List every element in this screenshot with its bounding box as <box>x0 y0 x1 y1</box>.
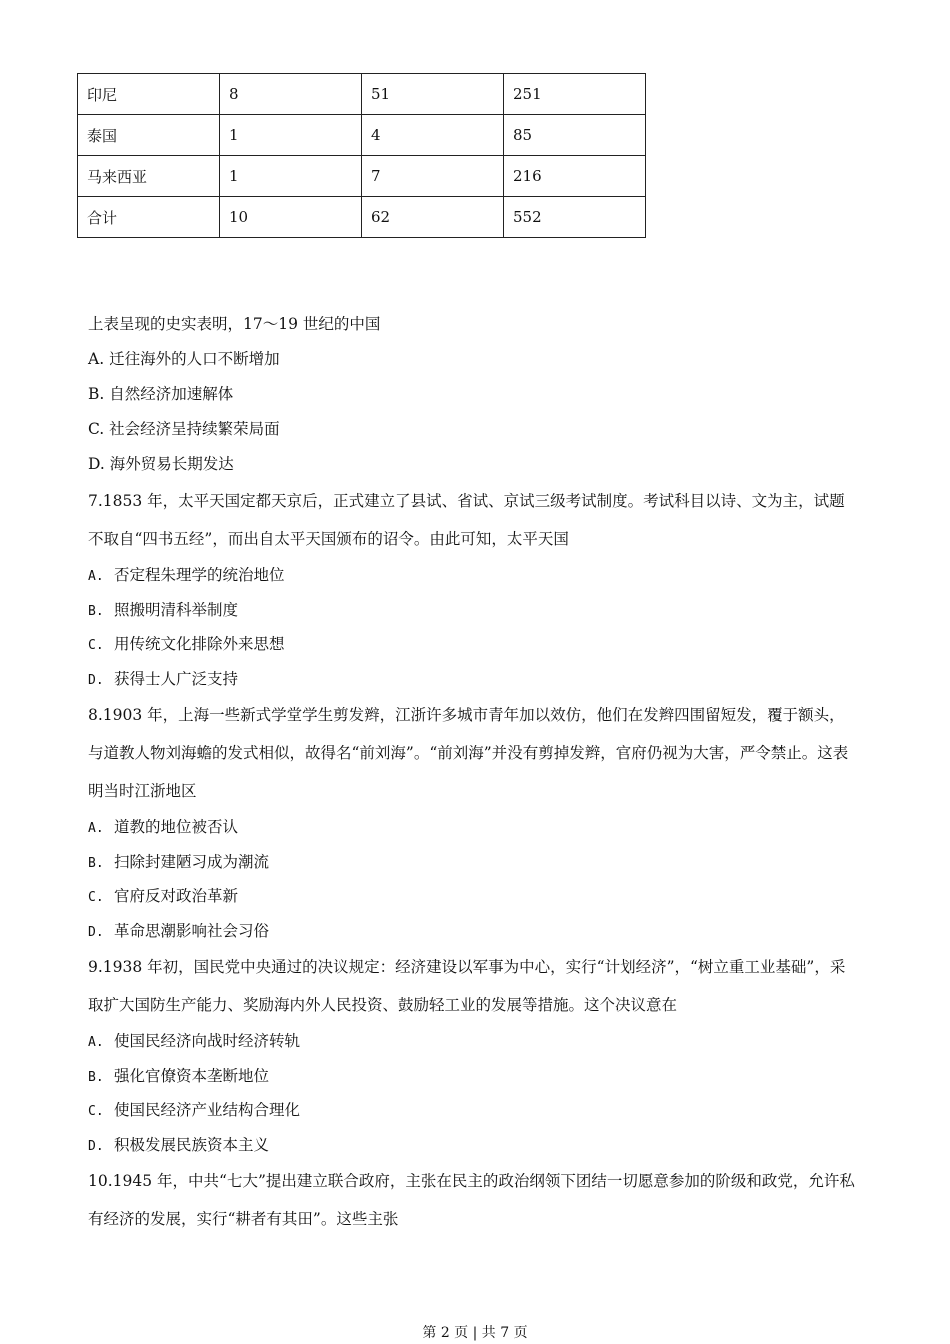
question-9 <box>88 948 860 1162</box>
option-a <box>88 1024 860 1059</box>
option-b <box>88 377 860 412</box>
option-c <box>88 412 860 447</box>
option-text: 强化官僚资本垄断地位 <box>114 1066 270 1085</box>
option-b <box>88 593 860 628</box>
table-cell: 马来西亚 <box>78 156 220 197</box>
page-footer: 第 2 页 | 共 7 页 <box>422 1325 528 1341</box>
option-text: 海外贸易长期发达 <box>109 455 234 473</box>
statistics-table <box>77 73 646 238</box>
option-text: 革命思潮影响社会习俗 <box>114 921 270 940</box>
option-b <box>88 1059 860 1094</box>
table-cell: 51 <box>362 74 504 115</box>
question-10 <box>88 1162 860 1238</box>
question-stem: 10.1945 年，中共“七大”提出建立联合政府，主张在民主的政治纲领下团结一切愿意参加的阶级和政党，允许私有经济的发展，实行“耕者有其田”。这些主张 <box>88 1172 855 1228</box>
table-cell: 泰国 <box>78 115 220 156</box>
option-c <box>88 627 860 662</box>
option-key: B. <box>88 603 104 619</box>
table-cell: 8 <box>220 74 362 115</box>
table-cell: 10 <box>220 197 362 238</box>
table-cell: 4 <box>362 115 504 156</box>
question-6 <box>88 307 860 482</box>
option-text: 迁往海外的人口不断增加 <box>109 350 280 368</box>
option-key: D. <box>88 924 104 940</box>
option-a <box>88 810 860 845</box>
option-key: C. <box>88 1104 104 1119</box>
option-d <box>88 662 860 697</box>
option-text: 否定程朱理学的统治地位 <box>114 566 285 584</box>
option-text: 使国民经济向战时经济转轨 <box>114 1032 301 1050</box>
option-key: D. <box>88 672 104 688</box>
option-text: 社会经济呈持续繁荣局面 <box>109 420 280 438</box>
table-cell: 216 <box>504 156 646 197</box>
option-text: 用传统文化排除外来思想 <box>114 635 285 653</box>
question-stem: 上表呈现的史实表明，17～19 世纪的中国 <box>88 315 381 333</box>
question-7 <box>88 482 860 696</box>
option-text: 道教的地位被否认 <box>114 818 239 836</box>
option-c <box>88 879 860 914</box>
option-d <box>88 1128 860 1163</box>
table-row <box>78 74 646 115</box>
option-a <box>88 558 860 593</box>
option-text: 积极发展民族资本主义 <box>114 1135 270 1154</box>
option-key: C. <box>88 420 105 438</box>
table-row <box>78 115 646 156</box>
option-b <box>88 845 860 880</box>
table-cell: 合计 <box>78 197 220 238</box>
option-key: B. <box>88 855 104 871</box>
question-stem: 7.1853 年，太平天国定都天京后，正式建立了县试、省试、京试三级考试制度。考试科目以诗、文为主，试题不取自“四书五经”，而出自太平天国颁布的诏令。由此可知，太平天国 <box>88 492 845 548</box>
option-text: 使国民经济产业结构合理化 <box>114 1101 301 1119</box>
option-a <box>88 342 860 377</box>
option-key: C. <box>88 638 104 653</box>
option-key: A. <box>88 1035 104 1050</box>
option-text: 自然经济加速解体 <box>109 385 234 403</box>
table-cell: 7 <box>362 156 504 197</box>
table-cell: 印尼 <box>78 74 220 115</box>
option-text: 官府反对政治革新 <box>114 887 239 905</box>
table-cell: 1 <box>220 115 362 156</box>
table-row <box>78 197 646 238</box>
option-d <box>88 914 860 949</box>
table-cell: 1 <box>220 156 362 197</box>
option-key: D. <box>88 1138 104 1154</box>
question-content <box>88 307 860 1238</box>
option-key: C. <box>88 890 104 905</box>
table-cell: 251 <box>504 74 646 115</box>
option-text: 获得士人广泛支持 <box>114 669 239 688</box>
option-key: A. <box>88 569 104 584</box>
option-d <box>88 447 860 482</box>
option-text: 照搬明清科举制度 <box>114 600 239 619</box>
option-key: B. <box>88 1069 104 1085</box>
table-cell: 552 <box>504 197 646 238</box>
table-cell: 85 <box>504 115 646 156</box>
question-stem: 9.1938 年初，国民党中央通过的决议规定：经济建设以军事为中心，实行“计划经济”，“树立重工业基础”，采取扩大国防生产能力、奖励海内外人民投资、鼓励轻工业的发展等措施。这个决议意在 <box>88 958 846 1014</box>
table-row <box>78 156 646 197</box>
option-key: D. <box>88 455 105 473</box>
option-key: A. <box>88 821 104 836</box>
option-c <box>88 1093 860 1128</box>
table-cell: 62 <box>362 197 504 238</box>
option-key: B. <box>88 385 105 403</box>
question-stem: 8.1903 年，上海一些新式学堂学生剪发辫，江浙许多城市青年加以效仿，他们在发辫四围留短发，覆于额头，与道教人物刘海蟾的发式相似，故得名“前刘海”。“前刘海”并没有剪掉发辫，官府仍视为大害，严令禁止。这表明当时江浙地区 <box>88 706 849 800</box>
option-text: 扫除封建陋习成为潮流 <box>114 852 270 871</box>
option-key: A. <box>88 350 105 368</box>
question-8 <box>88 696 860 948</box>
